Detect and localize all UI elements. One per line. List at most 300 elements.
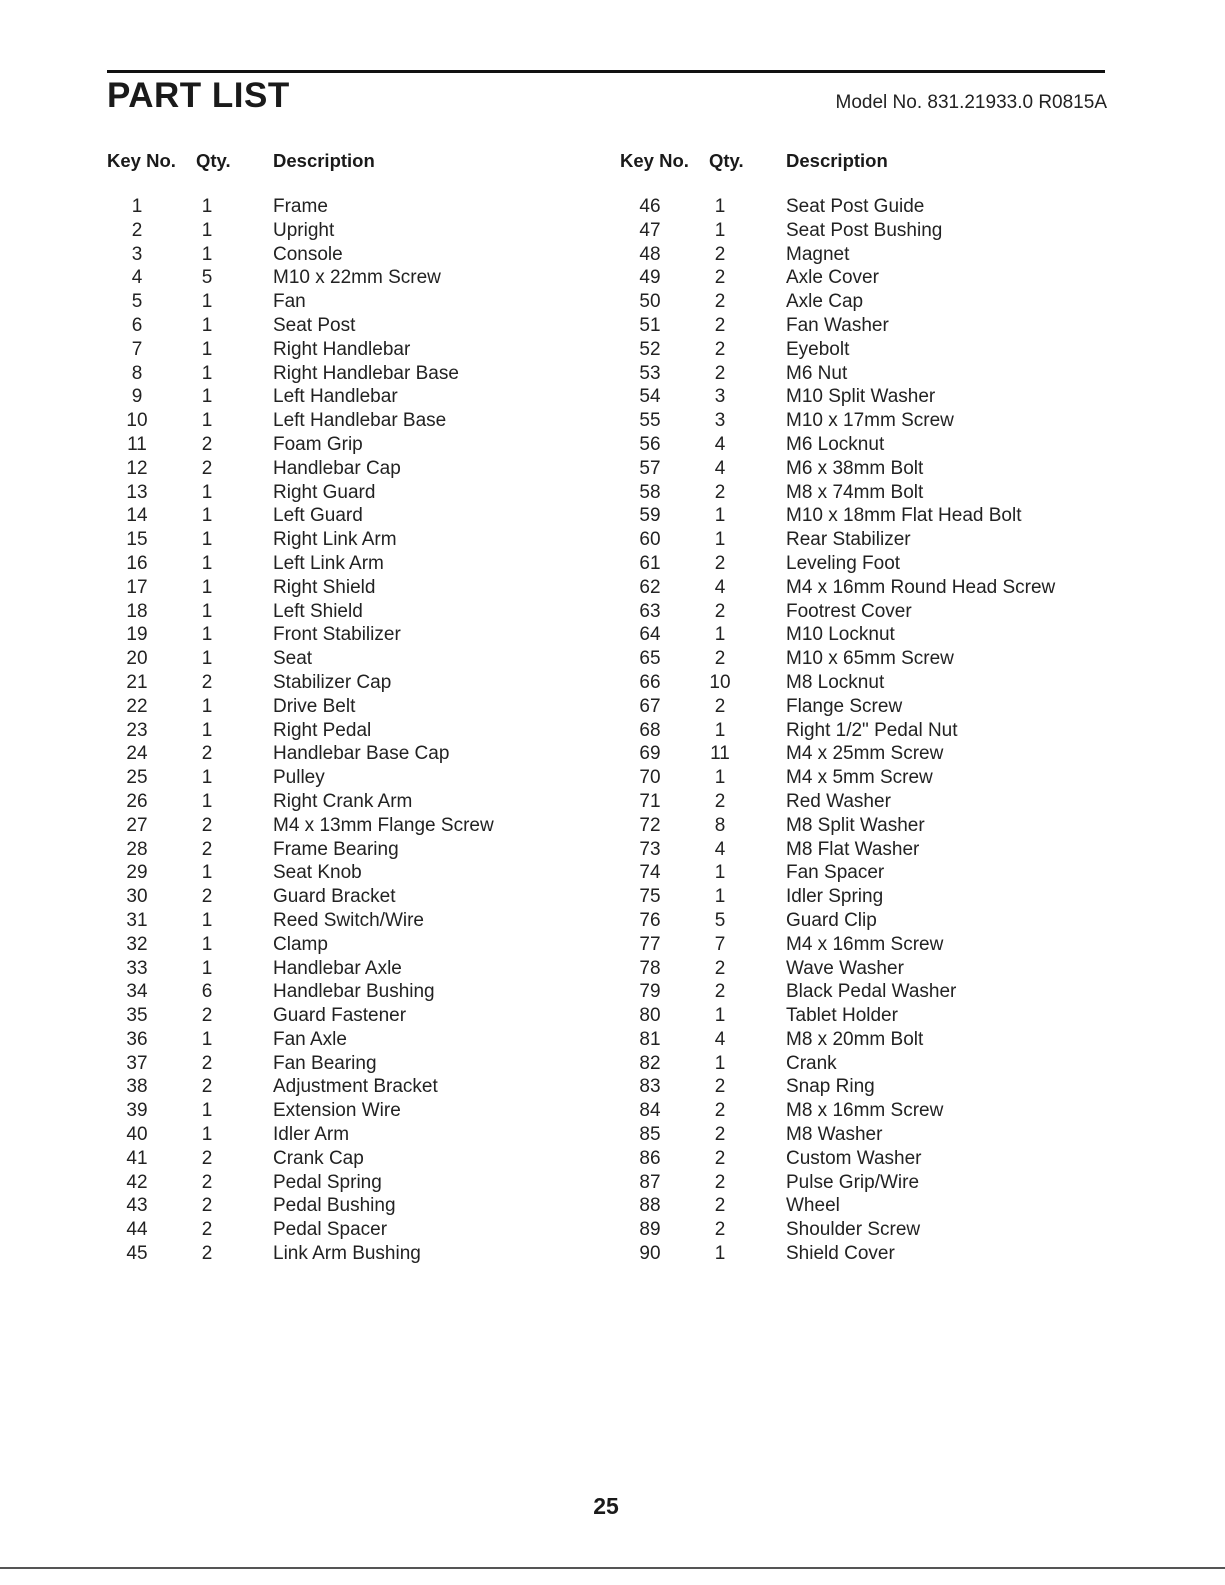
part-description: Idler Arm [273,1124,350,1146]
part-row [107,1218,494,1242]
part-qty: 6 [201,981,213,1003]
part-qty: 1 [201,338,213,360]
part-qty: 2 [714,1195,726,1217]
part-description: Guard Fastener [273,1005,407,1027]
part-key-no: 9 [131,386,143,408]
part-qty: 1 [714,719,726,741]
part-row [107,766,494,790]
part-description: Right Handlebar [273,338,411,360]
part-qty: 2 [714,1219,726,1241]
part-qty: 2 [714,338,726,360]
part-row [620,314,1055,338]
part-row [107,1242,494,1266]
part-row [107,362,494,386]
part-key-no: 71 [639,790,661,812]
part-key-no: 76 [639,909,661,931]
part-description: M4 x 16mm Screw [786,933,944,955]
part-row [107,600,494,624]
part-row [620,814,1055,838]
part-key-no: 15 [126,529,148,551]
part-row [107,457,494,481]
part-row [107,671,494,695]
part-key-no: 29 [126,862,148,884]
part-key-no: 79 [639,981,661,1003]
part-qty: 2 [201,838,213,860]
part-row [620,481,1055,505]
part-key-no: 36 [126,1028,148,1050]
part-key-no: 20 [126,648,148,670]
part-description: M8 x 16mm Screw [786,1100,944,1122]
part-row [620,528,1055,552]
part-key-no: 54 [639,386,661,408]
part-qty: 3 [714,410,726,432]
part-row [107,338,494,362]
part-qty: 4 [714,1028,726,1050]
part-description: M8 x 74mm Bolt [786,481,924,503]
part-qty: 1 [201,386,213,408]
part-row [620,195,1055,219]
part-key-no: 80 [639,1005,661,1027]
part-row [620,266,1055,290]
part-key-no: 24 [126,743,148,765]
part-description: Wheel [786,1195,840,1217]
part-description: Link Arm Bushing [273,1243,421,1265]
part-row [107,1147,494,1171]
part-qty: 2 [714,790,726,812]
part-key-no: 5 [131,291,143,313]
part-key-no: 44 [126,1219,148,1241]
part-row [107,528,494,552]
part-qty: 2 [201,433,213,455]
part-key-no: 43 [126,1195,148,1217]
part-description: Crank [786,1052,837,1074]
parts-column-left [107,146,494,1266]
part-description: M8 Flat Washer [786,838,920,860]
part-row [107,481,494,505]
part-qty: 1 [201,243,213,265]
part-row [620,219,1055,243]
part-description: M10 Locknut [786,624,895,646]
qty-header: Qty. [709,150,744,171]
part-row [107,1194,494,1218]
part-key-no: 47 [639,219,661,241]
part-row [620,1218,1055,1242]
part-key-no: 67 [639,695,661,717]
part-description: Left Link Arm [273,552,384,574]
part-key-no: 88 [639,1195,661,1217]
qty-header: Qty. [196,150,231,171]
part-key-no: 52 [639,338,661,360]
part-description: Clamp [273,933,328,955]
part-description: Seat Knob [273,862,362,884]
part-description: Rear Stabilizer [786,529,911,551]
part-qty: 1 [201,552,213,574]
part-qty: 1 [201,957,213,979]
part-key-no: 4 [131,267,143,289]
part-qty: 2 [714,362,726,384]
part-description: Right Link Arm [273,529,397,551]
part-qty: 2 [201,886,213,908]
part-row [620,1028,1055,1052]
part-qty: 1 [201,410,213,432]
part-key-no: 89 [639,1219,661,1241]
part-qty: 5 [201,267,213,289]
part-qty: 1 [201,624,213,646]
part-qty: 2 [201,1243,213,1265]
part-qty: 1 [714,1052,726,1074]
part-description: Axle Cap [786,291,864,313]
page-title: PART LIST [107,76,290,115]
part-key-no: 8 [131,362,143,384]
part-key-no: 56 [639,433,661,455]
part-qty: 1 [714,196,726,217]
part-qty: 10 [709,671,731,693]
part-row [620,457,1055,481]
part-qty: 1 [714,1005,726,1027]
part-key-no: 53 [639,362,661,384]
part-description: Upright [273,219,335,241]
part-qty: 1 [201,1100,213,1122]
part-qty: 1 [714,219,726,241]
part-row [620,719,1055,743]
part-description: Pulse Grip/Wire [786,1171,920,1193]
part-key-no: 31 [126,909,148,931]
part-key-no: 65 [639,648,661,670]
part-row [620,290,1055,314]
part-description: M4 x 25mm Screw [786,743,944,765]
part-qty: 1 [201,576,213,598]
part-qty: 2 [201,1195,213,1217]
part-key-no: 68 [639,719,661,741]
part-qty: 8 [714,814,726,836]
part-key-no: 41 [126,1147,148,1169]
part-description: Right Guard [273,481,376,503]
part-key-no: 73 [639,838,661,860]
part-description: Magnet [786,243,850,265]
part-key-no: 64 [639,624,661,646]
part-description: Guard Bracket [273,886,396,908]
part-row [620,861,1055,885]
part-key-no: 27 [126,814,148,836]
part-row [107,195,494,219]
part-row [620,338,1055,362]
part-description: Handlebar Cap [273,457,401,479]
part-qty: 1 [201,362,213,384]
part-row [620,1099,1055,1123]
part-description: Seat Post Bushing [786,219,943,241]
part-row [107,1123,494,1147]
part-qty: 2 [714,552,726,574]
part-key-no: 75 [639,886,661,908]
part-description: Pedal Spring [273,1171,382,1193]
part-key-no: 40 [126,1124,148,1146]
part-key-no: 1 [131,196,143,217]
part-description: Seat [273,648,313,670]
part-description: Pulley [273,767,325,789]
part-description: M4 x 16mm Round Head Screw [786,576,1056,598]
part-key-no: 12 [126,457,148,479]
part-key-no: 25 [126,767,148,789]
part-qty: 1 [201,196,213,217]
part-description: Left Handlebar [273,386,398,408]
part-row [107,1171,494,1195]
part-description: Right 1/2" Pedal Nut [786,719,958,741]
part-key-no: 77 [639,933,661,955]
part-description: Stabilizer Cap [273,671,392,693]
part-row [107,433,494,457]
part-key-no: 42 [126,1171,148,1193]
part-key-no: 62 [639,576,661,598]
part-qty: 4 [714,576,726,598]
part-qty: 1 [201,767,213,789]
part-key-no: 18 [126,600,148,622]
part-description: Extension Wire [273,1100,401,1122]
part-row [620,600,1055,624]
part-qty: 2 [201,1052,213,1074]
part-row [620,433,1055,457]
parts-rows [107,195,494,1266]
part-key-no: 61 [639,552,661,574]
part-qty: 2 [201,1171,213,1193]
part-row [620,1171,1055,1195]
part-description: Leveling Foot [786,552,901,574]
part-description: Handlebar Axle [273,957,402,979]
part-description: Crank Cap [273,1147,364,1169]
part-description: M8 Split Washer [786,814,925,836]
part-key-no: 21 [126,671,148,693]
part-qty: 2 [201,671,213,693]
part-key-no: 50 [639,291,661,313]
part-qty: 2 [714,314,726,336]
part-description: Foam Grip [273,433,363,455]
key-no-header: Key No. [620,150,689,171]
part-qty: 2 [714,1147,726,1169]
part-key-no: 83 [639,1076,661,1098]
part-key-no: 70 [639,767,661,789]
parts-column-right [620,146,1055,1266]
part-key-no: 58 [639,481,661,503]
part-row [620,980,1055,1004]
part-row [620,957,1055,981]
part-qty: 1 [201,695,213,717]
part-row [620,766,1055,790]
part-key-no: 86 [639,1147,661,1169]
part-description: Eyebolt [786,338,850,360]
part-key-no: 39 [126,1100,148,1122]
part-qty: 2 [201,814,213,836]
part-qty: 1 [714,886,726,908]
part-row [107,1052,494,1076]
part-qty: 1 [201,648,213,670]
part-key-no: 46 [639,196,661,217]
part-description: Left Shield [273,600,363,622]
part-qty: 2 [714,957,726,979]
part-description: M10 x 17mm Screw [786,410,954,432]
part-description: Console [273,243,343,265]
model-number: Model No. 831.21933.0 R0815A [835,92,1107,113]
part-description: Custom Washer [786,1147,922,1169]
part-row [620,647,1055,671]
part-qty: 1 [201,909,213,931]
part-row [620,1194,1055,1218]
part-row [107,909,494,933]
part-description: Wave Washer [786,957,904,979]
part-key-no: 81 [639,1028,661,1050]
part-description: Black Pedal Washer [786,981,957,1003]
part-key-no: 30 [126,886,148,908]
part-row [107,385,494,409]
part-key-no: 7 [131,338,143,360]
part-description: M8 x 20mm Bolt [786,1028,924,1050]
part-description: M4 x 13mm Flange Screw [273,814,494,836]
part-row [107,1004,494,1028]
part-description: Reed Switch/Wire [273,909,424,931]
part-row [107,1028,494,1052]
part-key-no: 59 [639,505,661,527]
part-qty: 2 [714,695,726,717]
part-row [620,1052,1055,1076]
part-key-no: 10 [126,410,148,432]
part-description: Drive Belt [273,695,356,717]
part-key-no: 48 [639,243,661,265]
key-no-header: Key No. [107,150,176,171]
part-key-no: 82 [639,1052,661,1074]
part-row [620,243,1055,267]
part-key-no: 69 [639,743,661,765]
part-key-no: 16 [126,552,148,574]
part-qty: 2 [201,1219,213,1241]
part-key-no: 45 [126,1243,148,1265]
part-description: M8 Locknut [786,671,885,693]
top-rule [107,70,1105,73]
part-row [620,1004,1055,1028]
part-key-no: 32 [126,933,148,955]
part-key-no: 11 [127,433,147,455]
part-qty: 5 [714,909,726,931]
part-description: M8 Washer [786,1124,883,1146]
part-row [107,957,494,981]
part-qty: 1 [201,529,213,551]
part-description: Guard Clip [786,909,877,931]
part-row [620,695,1055,719]
part-row [620,933,1055,957]
part-description: Shield Cover [786,1243,895,1265]
part-row [107,838,494,862]
part-row [107,742,494,766]
part-description: M6 x 38mm Bolt [786,457,924,479]
part-description: Seat Post [273,314,356,336]
column-header [107,146,494,176]
part-key-no: 60 [639,529,661,551]
part-qty: 1 [714,862,726,884]
part-key-no: 49 [639,267,661,289]
part-key-no: 66 [639,671,661,693]
part-qty: 1 [714,767,726,789]
part-qty: 11 [710,743,730,765]
part-description: Pedal Bushing [273,1195,396,1217]
part-key-no: 3 [131,243,143,265]
part-key-no: 33 [126,957,148,979]
part-key-no: 22 [126,695,148,717]
parts-rows [620,195,1055,1266]
part-qty: 4 [714,457,726,479]
part-description: Footrest Cover [786,600,912,622]
part-qty: 7 [714,933,726,955]
part-description: Front Stabilizer [273,624,401,646]
part-row [620,1147,1055,1171]
part-description: Snap Ring [786,1076,875,1098]
part-row [620,504,1055,528]
part-row [107,219,494,243]
part-row [620,742,1055,766]
part-row [107,576,494,600]
part-qty: 1 [201,1124,213,1146]
part-key-no: 37 [126,1052,148,1074]
part-qty: 1 [714,505,726,527]
part-key-no: 72 [639,814,661,836]
part-row [620,885,1055,909]
part-row [107,719,494,743]
part-qty: 1 [201,219,213,241]
part-description: M10 x 18mm Flat Head Bolt [786,505,1022,527]
part-row [107,290,494,314]
part-qty: 2 [714,291,726,313]
part-qty: 2 [714,648,726,670]
part-description: Frame [273,196,328,217]
part-qty: 2 [714,1076,726,1098]
part-qty: 1 [201,291,213,313]
part-qty: 2 [201,457,213,479]
part-description: Red Washer [786,790,891,812]
part-row [107,623,494,647]
part-key-no: 38 [126,1076,148,1098]
part-qty: 4 [714,838,726,860]
part-key-no: 2 [131,219,143,241]
part-qty: 2 [201,1005,213,1027]
part-description: Fan [273,291,306,313]
part-row [620,1242,1055,1266]
bottom-rule [0,1567,1225,1569]
part-row [107,314,494,338]
part-qty: 2 [714,981,726,1003]
part-qty: 1 [714,529,726,551]
part-row [107,647,494,671]
part-row [107,933,494,957]
part-row [620,790,1055,814]
part-description: Left Guard [273,505,363,527]
part-qty: 1 [201,505,213,527]
part-qty: 1 [201,933,213,955]
part-qty: 1 [201,862,213,884]
part-qty: 1 [714,1243,726,1265]
part-key-no: 51 [639,314,661,336]
part-description: Left Handlebar Base [273,410,447,432]
description-header: Description [273,150,375,171]
part-description: M6 Nut [786,362,848,384]
part-row [620,385,1055,409]
part-description: Adjustment Bracket [273,1076,438,1098]
part-row [620,838,1055,862]
part-qty: 4 [714,433,726,455]
part-qty: 2 [714,243,726,265]
part-qty: 2 [714,1124,726,1146]
part-description: Right Shield [273,576,376,598]
part-qty: 2 [201,1076,213,1098]
part-key-no: 14 [126,505,148,527]
part-description: Flange Screw [786,695,903,717]
part-qty: 1 [201,314,213,336]
part-key-no: 17 [126,576,148,598]
